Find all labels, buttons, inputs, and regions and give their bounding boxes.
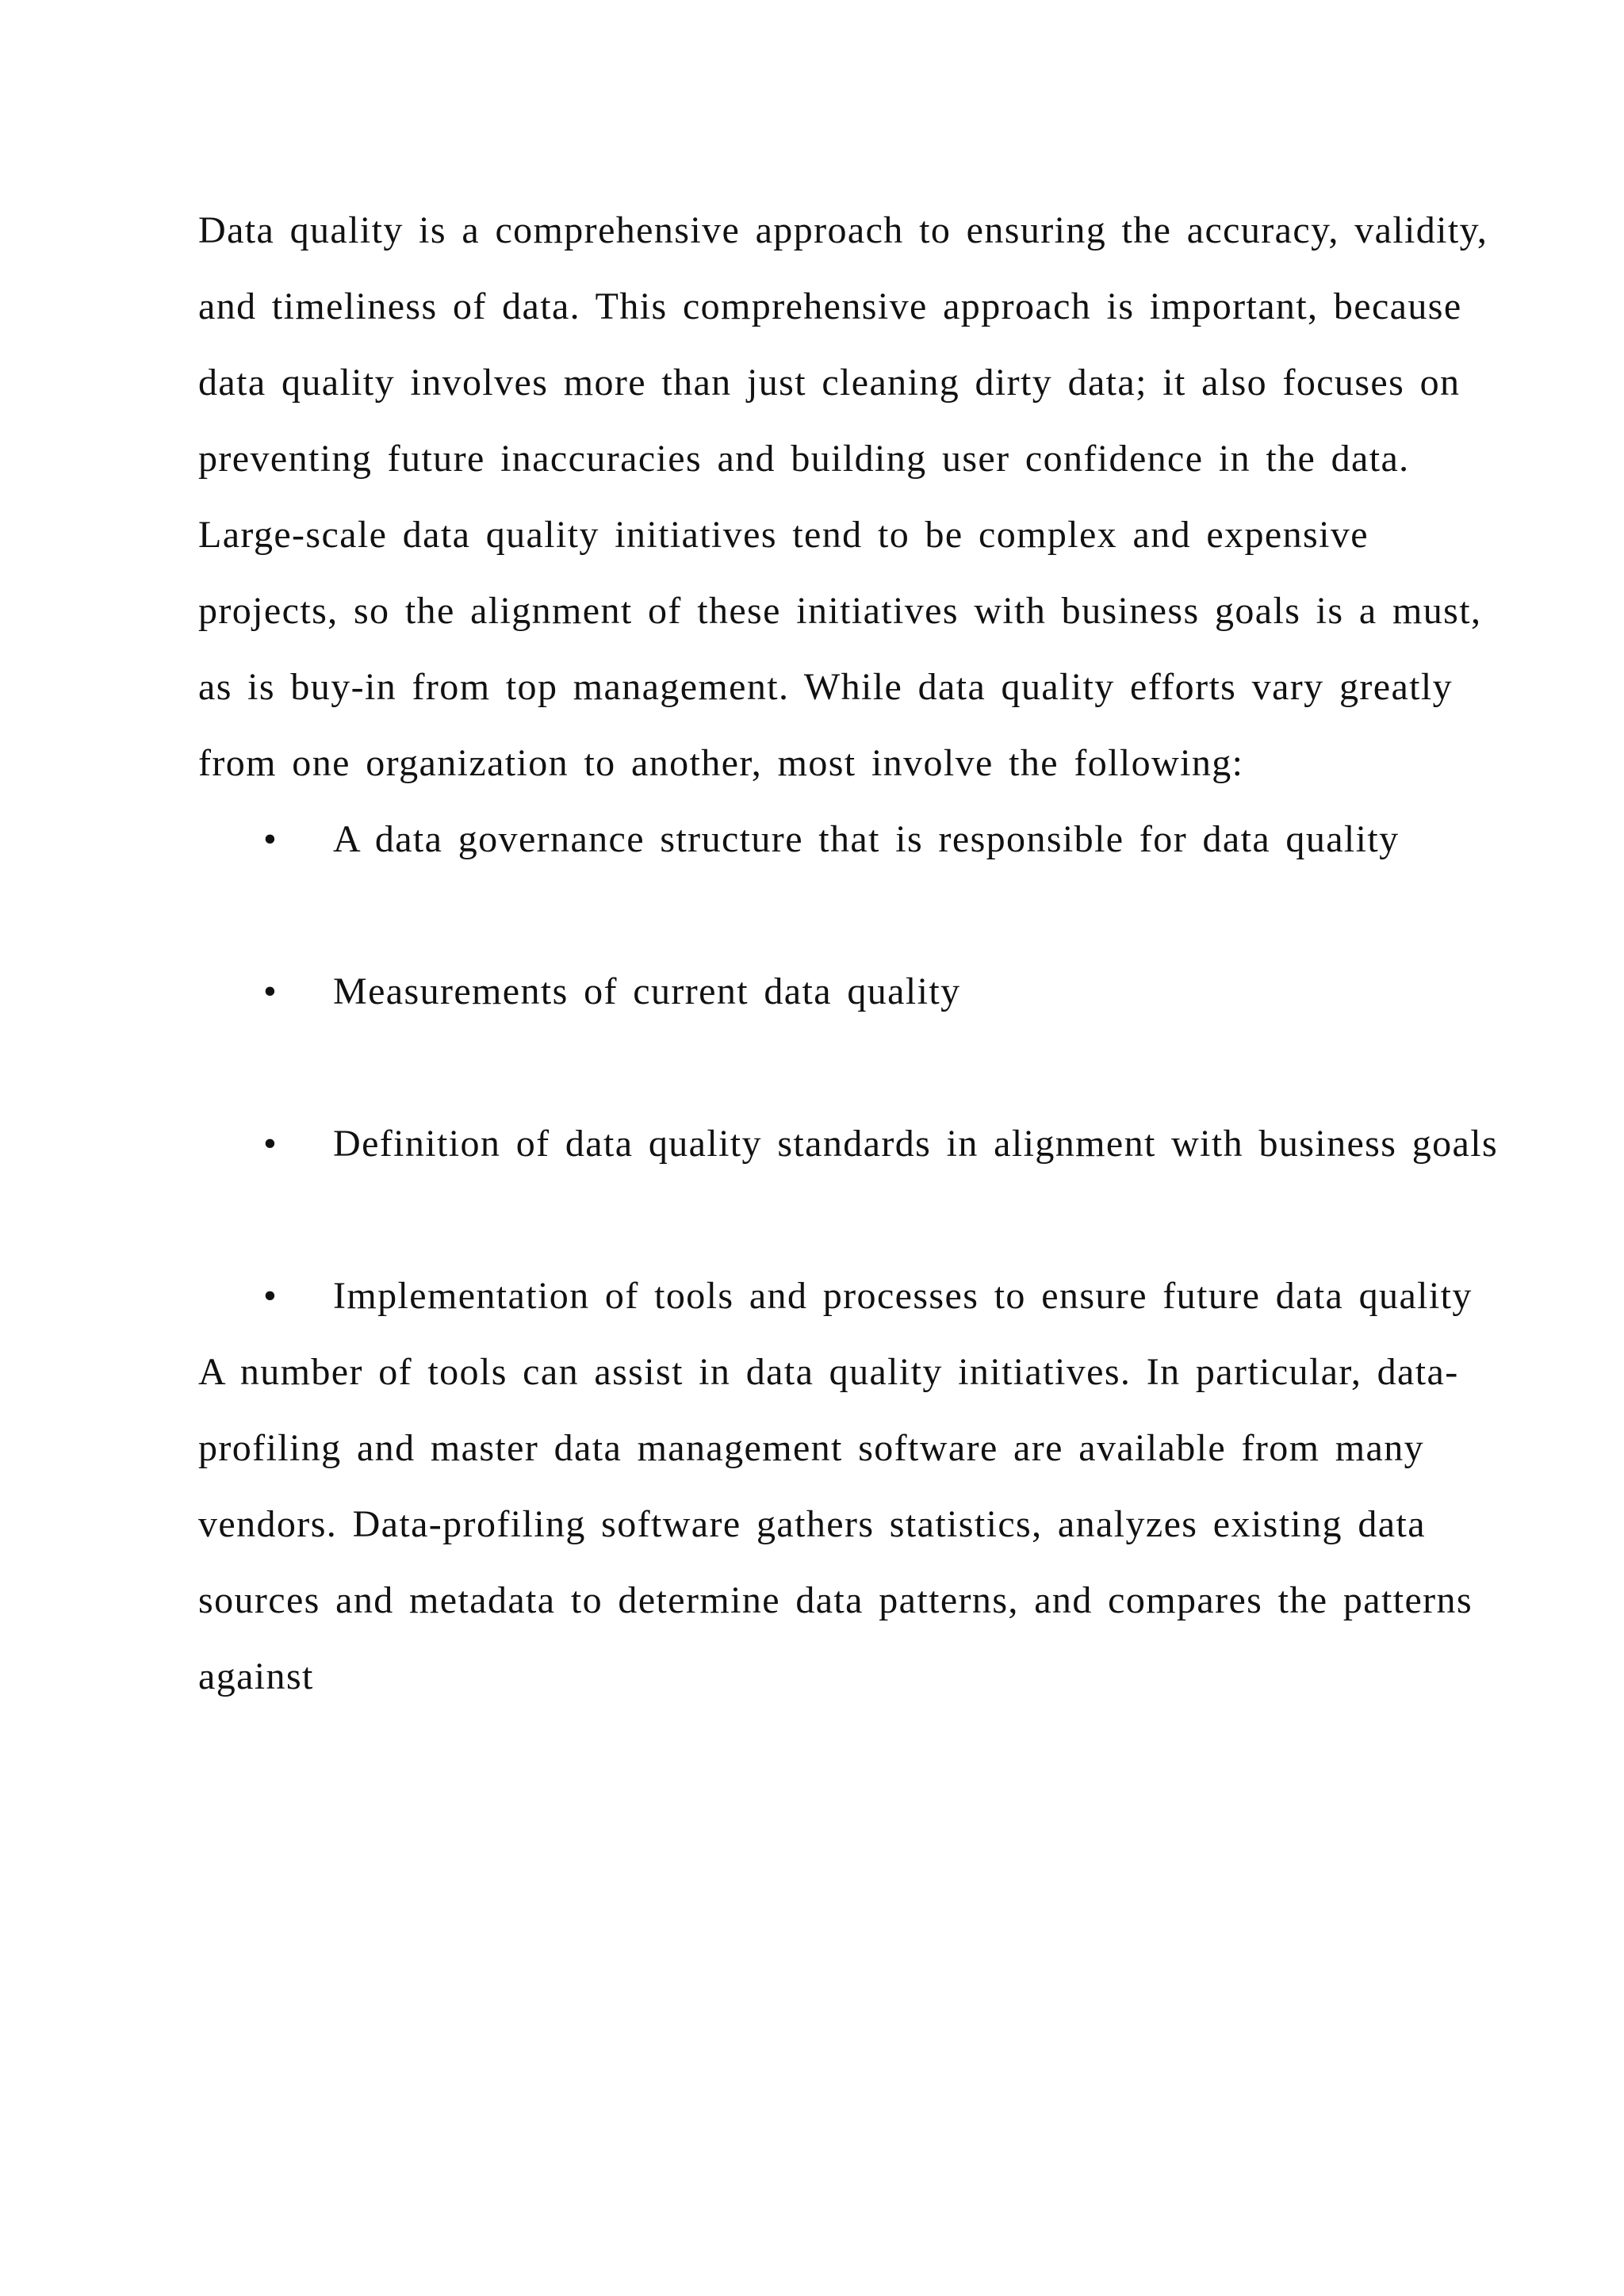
bullet-item-governance	[198, 802, 1507, 878]
bullet-marker: •	[263, 1275, 278, 1317]
closing-paragraph: A number of tools can assist in data quality initiatives. In particular, data-profiling and master data management software are available from many vendors. Data-profiling software gathers statistics, analyzes existing data sources and metadata to determine data patterns, and compares the patterns against	[198, 1351, 1473, 1697]
intro-paragraph: Data quality is a comprehensive approach to ensuring the accuracy, validity, and timeliness of data. This comprehensive approach is important, because data quality involves more than just cleaning dirty data; it also focuses on preventing future inaccuracies and building user confidence in the data. Large-scale data quality initiatives tend to be complex and expensive projects, so the alignment of these initiatives with business goals is a must, as is buy-in from top management. While data quality efforts vary greatly from one organization to another, most involve the following:	[198, 209, 1488, 784]
bullet-text: Implementation of tools and processes to ensure future data quality	[333, 1275, 1473, 1317]
bullet-text: A data governance structure that is responsible for data quality	[333, 818, 1400, 860]
bullet-item-measurements	[198, 954, 1507, 1030]
bullet-marker: •	[263, 818, 278, 860]
bullet-list	[198, 802, 1507, 1334]
bullet-text: Definition of data quality standards in alignment with business goals	[333, 1123, 1499, 1165]
bullet-item-standards	[198, 1106, 1507, 1182]
bullet-marker: •	[263, 970, 278, 1012]
bullet-text: Measurements of current data quality	[333, 970, 961, 1012]
bullet-marker: •	[263, 1123, 278, 1165]
document-body	[198, 193, 1507, 1715]
bullet-item-implementation	[198, 1258, 1507, 1334]
